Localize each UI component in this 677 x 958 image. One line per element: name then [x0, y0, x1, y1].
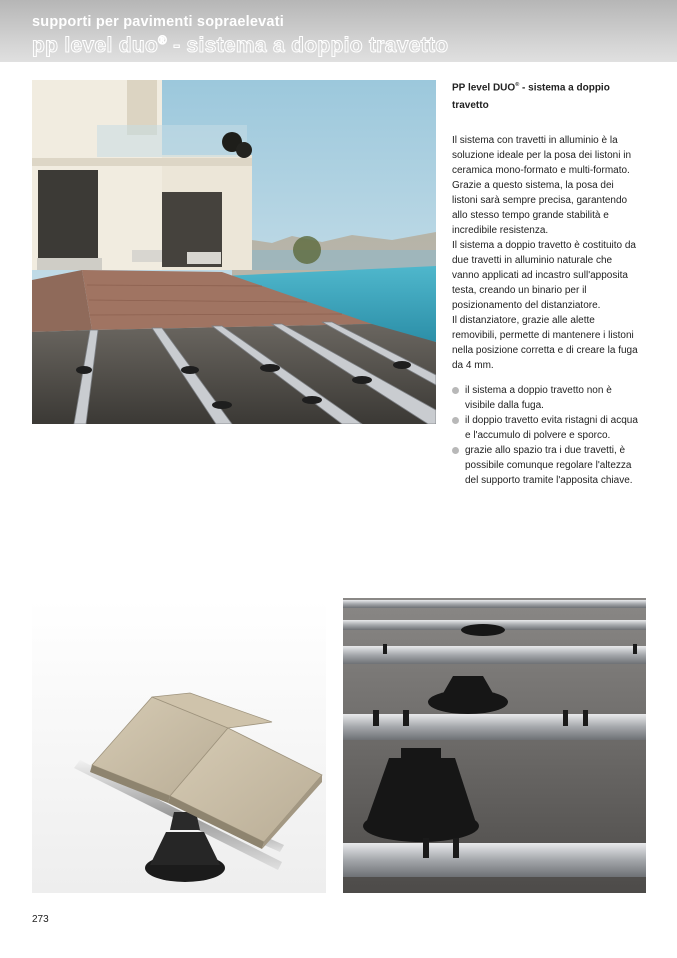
section-title: supporti per pavimenti sopraelevati — [32, 14, 284, 30]
feature-list — [452, 383, 642, 488]
closeup-illustration — [343, 598, 646, 893]
paragraph-double-beam: Il sistema a doppio travetto è costituito da due travetti in alluminio naturale che vanno applicati ad incastro sull'apposita testa, creando un binario per il posizionamento del distanziatore. — [452, 240, 636, 312]
title-registered-mark: ® — [158, 35, 167, 47]
pedestal-tile-render — [32, 600, 326, 893]
heading-registered-mark: ® — [515, 82, 520, 88]
list-item: il doppio travetto evita ristagni di acqua e l'accumulo di polvere e sporco. — [452, 413, 642, 443]
text-column — [452, 76, 642, 488]
paragraph-spacer: Il distanziatore, grazie alle alette removibili, permette di mantenere i listoni nella posizione corretta e di creare la fuga da 4 mm. — [452, 315, 638, 372]
article-heading — [452, 76, 642, 115]
page-title — [32, 34, 448, 58]
pedestal-illustration — [32, 600, 326, 893]
title-rest: - sistema a doppio travetto — [166, 34, 449, 57]
heading-rest: - sistema a doppio travetto — [452, 82, 610, 112]
page-number: 273 — [32, 914, 49, 925]
heading-main: PP level DUO — [452, 82, 516, 94]
double-beam-closeup-photo — [343, 598, 646, 893]
terrace-photo — [32, 80, 436, 424]
title-main: pp level duo — [32, 34, 159, 57]
paragraph-intro: Il sistema con travetti in alluminio è la soluzione ideale per la posa dei listoni in ceramica mono-formato e multi-formato. Grazie a questo sistema, la posa dei listoni sarà sempre precisa, garantendo allo stesso tempo grande stabilità e incredibile resistenza. — [452, 135, 632, 237]
terrace-illustration — [32, 80, 436, 424]
list-item: grazie allo spazio tra i due travetti, è possibile comunque regolare l'altezza del supporto tramite l'apposita chiave. — [452, 443, 642, 488]
list-item: il sistema a doppio travetto non è visibile dalla fuga. — [452, 383, 642, 413]
